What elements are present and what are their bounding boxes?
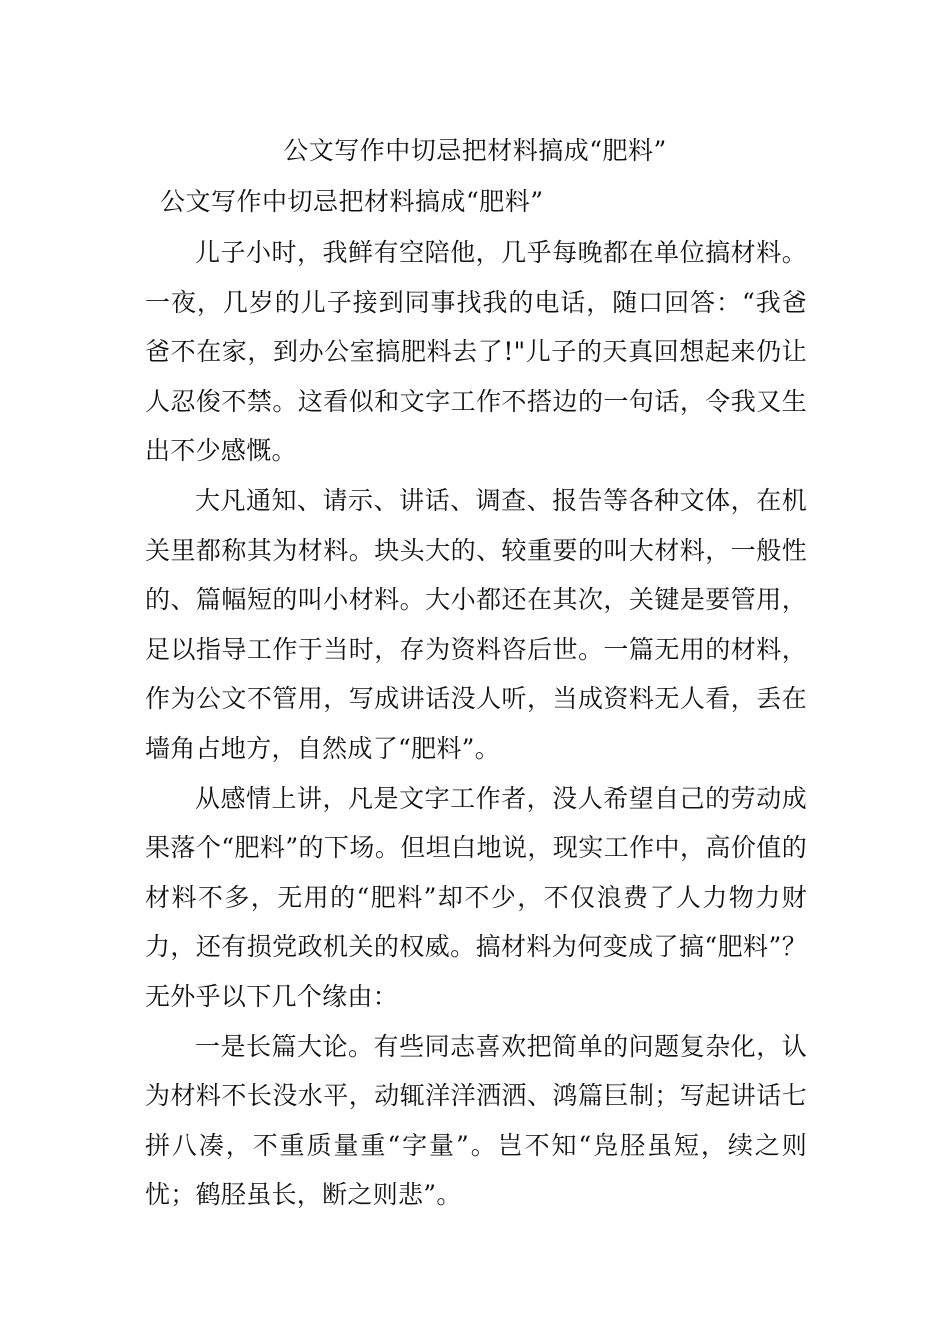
paragraph: 大凡通知、请示、讲话、调查、报告等各种文体，在机关里都称其为材料。块头大的、较重要的叫大材料，一般性的、篇幅短的叫小材料。大小都还在其次，关键是要管用，足以指导工作于当时，存为资料咨后世。一篇无用的材料，作为公文不管用，写成讲话没人听，当成资料无人看，丢在墙角占地方，自然成了“肥料”。: [145, 485, 807, 763]
document-body: [145, 228, 807, 1220]
paragraph: 一是长篇大论。有些同志喜欢把简单的问题复杂化，认为材料不长没水平，动辄洋洋洒洒、鸿篇巨制；写起讲话七拼八凑，不重质量重“字量”。岂不知“凫胫虽短，续之则忧；鹤胫虽长，断之则悲”。: [145, 1031, 807, 1210]
paragraph: 儿子小时，我鲜有空陪他，几乎每晚都在单位搞材料。一夜，几岁的儿子接到同事找我的电话，随口回答：“我爸爸不在家，到办公室搞肥料去了!"儿子的天真回想起来仍让人忍俊不禁。这看似和文字工作不搭边的一句话，令我又生出不少感慨。: [145, 238, 807, 466]
document-title: 公文写作中切忌把材料搞成“肥料”: [283, 136, 667, 165]
document-subtitle: 公文写作中切忌把材料搞成“肥料”: [160, 187, 544, 216]
paragraph: 从感情上讲，凡是文字工作者，没人希望自己的劳动成果落个“肥料”的下场。但坦白地说，现实工作中，高价值的材料不多，无用的“肥料”却不少，不仅浪费了人力物力财力，还有损党政机关的权威。搞材料为何变成了搞“肥料”？无外乎以下几个缘由：: [145, 783, 807, 1011]
